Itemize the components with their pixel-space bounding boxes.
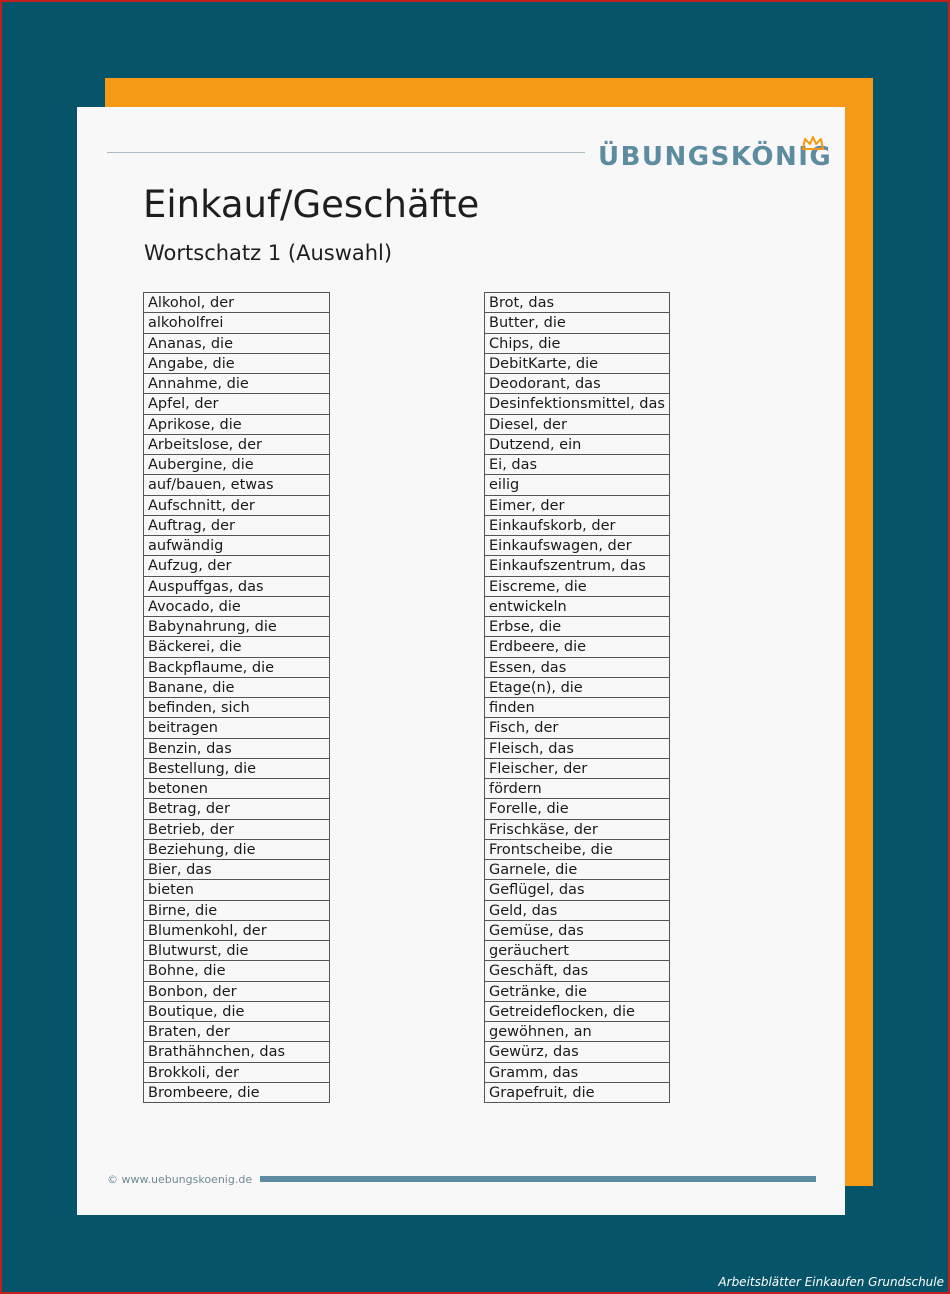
- vocab-item: Auspuffgas, das: [144, 577, 329, 597]
- vocab-item: auf/bauen, etwas: [144, 475, 329, 495]
- vocab-item: Erdbeere, die: [484, 637, 669, 657]
- vocab-item: Brathähnchen, das: [144, 1042, 329, 1062]
- vocab-item: Einkaufswagen, der: [484, 536, 669, 556]
- vocab-item: Frontscheibe, die: [484, 840, 669, 860]
- vocab-item: Avocado, die: [144, 597, 329, 617]
- vocab-item: alkoholfrei: [144, 313, 329, 333]
- vocab-item: gewöhnen, an: [484, 1022, 669, 1042]
- page-title: Einkauf/Geschäfte: [143, 183, 480, 226]
- vocab-item: Dutzend, ein: [484, 435, 669, 455]
- vocab-item: Boutique, die: [144, 1002, 329, 1022]
- vocab-item: Annahme, die: [144, 374, 329, 394]
- vocab-item: Frischkäse, der: [484, 820, 669, 840]
- vocab-item: finden: [484, 698, 669, 718]
- vocab-item: Fleisch, das: [484, 739, 669, 759]
- vocab-item: Garnele, die: [484, 860, 669, 880]
- vocab-item: Aprikose, die: [144, 415, 329, 435]
- crown-icon: [802, 136, 824, 150]
- vocab-item: Bäckerei, die: [144, 637, 329, 657]
- vocab-item: Betrieb, der: [144, 820, 329, 840]
- footer-bar: [260, 1176, 816, 1182]
- vocab-item: Butter, die: [484, 313, 669, 333]
- vocab-item: Backpflaume, die: [144, 658, 329, 678]
- vocab-item: betonen: [144, 779, 329, 799]
- vocab-item: Eiscreme, die: [484, 577, 669, 597]
- vocab-item: Bestellung, die: [144, 759, 329, 779]
- vocab-item: Banane, die: [144, 678, 329, 698]
- vocab-item: Auftrag, der: [144, 516, 329, 536]
- vocab-item: Deodorant, das: [484, 374, 669, 394]
- vocab-item: Geschäft, das: [484, 961, 669, 981]
- vocab-item: geräuchert: [484, 941, 669, 961]
- vocab-item: Etage(n), die: [484, 678, 669, 698]
- vocab-item: fördern: [484, 779, 669, 799]
- vocab-item: bieten: [144, 880, 329, 900]
- vocab-item: Aubergine, die: [144, 455, 329, 475]
- vocab-item: Aufzug, der: [144, 556, 329, 576]
- vocab-item: Beziehung, die: [144, 840, 329, 860]
- vocab-item: Betrag, der: [144, 799, 329, 819]
- vocab-item: Braten, der: [144, 1022, 329, 1042]
- vocab-item: Fleischer, der: [484, 759, 669, 779]
- vocab-item: Geflügel, das: [484, 880, 669, 900]
- vocab-item: Bier, das: [144, 860, 329, 880]
- vocab-item: Einkaufskorb, der: [484, 516, 669, 536]
- page-subtitle: Wortschatz 1 (Auswahl): [144, 241, 393, 265]
- vocab-item: Forelle, die: [484, 799, 669, 819]
- vocab-item: Birne, die: [144, 901, 329, 921]
- image-caption: Arbeitsblätter Einkaufen Grundschule: [718, 1275, 944, 1289]
- vocab-item: Gramm, das: [484, 1063, 669, 1083]
- vocab-item: Blutwurst, die: [144, 941, 329, 961]
- vocab-item: Eimer, der: [484, 496, 669, 516]
- vocab-item: eilig: [484, 475, 669, 495]
- vocab-item: DebitKarte, die: [484, 354, 669, 374]
- vocab-item: Angabe, die: [144, 354, 329, 374]
- vocab-item: Aufschnitt, der: [144, 496, 329, 516]
- vocab-item: aufwändig: [144, 536, 329, 556]
- worksheet-page: [77, 107, 845, 1215]
- vocab-item: Alkohol, der: [144, 293, 329, 313]
- vocab-item: Benzin, das: [144, 739, 329, 759]
- vocab-item: Bohne, die: [144, 961, 329, 981]
- vocab-item: Essen, das: [484, 658, 669, 678]
- vocab-item: Getränke, die: [484, 982, 669, 1002]
- footer-url: © www.uebungskoenig.de: [107, 1173, 253, 1186]
- vocab-item: Ei, das: [484, 455, 669, 475]
- vocab-item: Gemüse, das: [484, 921, 669, 941]
- vocab-item: Desinfektionsmittel, das: [484, 394, 669, 414]
- vocab-item: Getreideflocken, die: [484, 1002, 669, 1022]
- vocab-item: befinden, sich: [144, 698, 329, 718]
- vocab-item: entwickeln: [484, 597, 669, 617]
- vocab-item: Apfel, der: [144, 394, 329, 414]
- vocab-list-left: [143, 292, 330, 1103]
- vocab-item: Blumenkohl, der: [144, 921, 329, 941]
- vocab-item: Arbeitslose, der: [144, 435, 329, 455]
- header-rule: [107, 152, 585, 153]
- vocab-list-right: [484, 292, 670, 1103]
- vocab-item: beitragen: [144, 718, 329, 738]
- vocab-item: Brokkoli, der: [144, 1063, 329, 1083]
- vocab-item: Brot, das: [484, 293, 669, 313]
- vocab-item: Bonbon, der: [144, 982, 329, 1002]
- vocab-item: Grapefruit, die: [484, 1083, 669, 1103]
- vocab-item: Ananas, die: [144, 334, 329, 354]
- vocab-item: Diesel, der: [484, 415, 669, 435]
- vocab-item: Geld, das: [484, 901, 669, 921]
- vocab-item: Gewürz, das: [484, 1042, 669, 1062]
- vocab-item: Chips, die: [484, 334, 669, 354]
- vocab-item: Brombeere, die: [144, 1083, 329, 1103]
- brand-logo: ÜBUNGSKÖNIG: [598, 142, 833, 172]
- vocab-item: Babynahrung, die: [144, 617, 329, 637]
- vocab-item: Einkaufszentrum, das: [484, 556, 669, 576]
- vocab-item: Erbse, die: [484, 617, 669, 637]
- vocab-item: Fisch, der: [484, 718, 669, 738]
